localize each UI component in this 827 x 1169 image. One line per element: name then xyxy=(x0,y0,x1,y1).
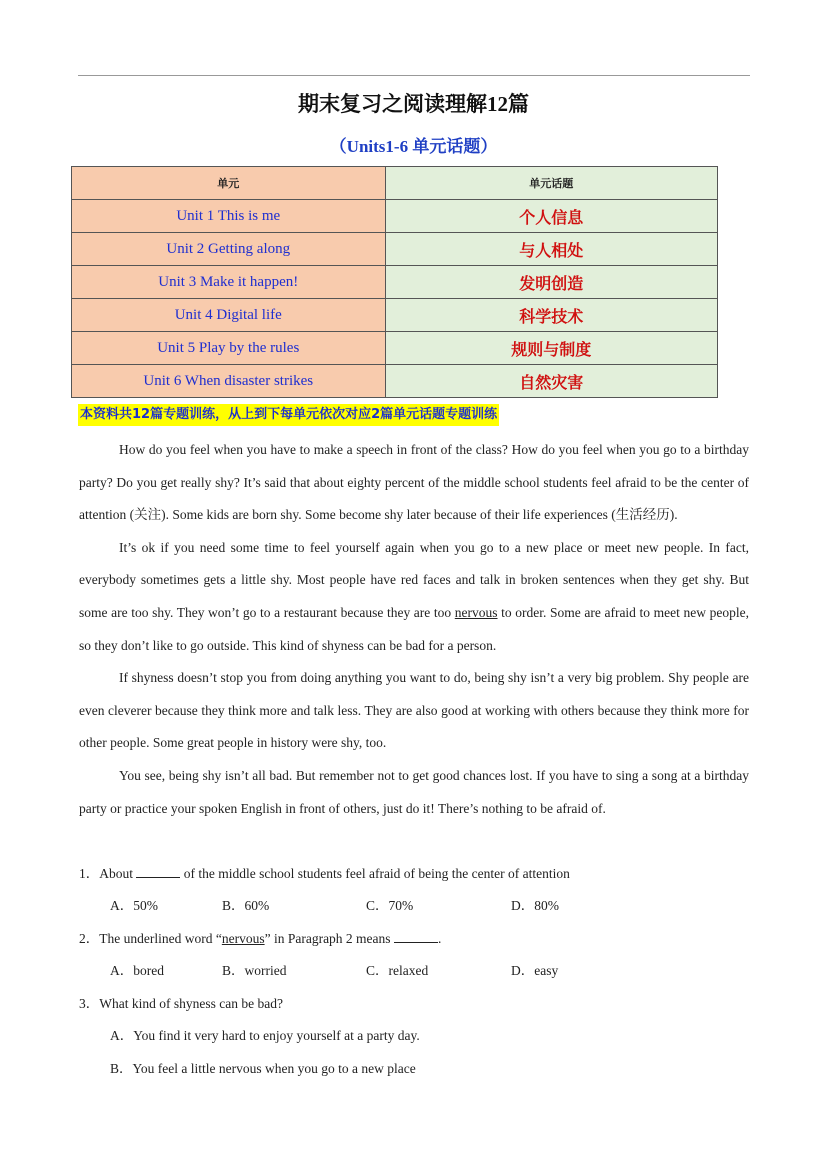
table-row xyxy=(72,299,718,332)
option-b: B．60% xyxy=(222,898,270,913)
page-subtitle: （Units1-6 单元话题） xyxy=(329,137,498,156)
question-2-text-c: . xyxy=(437,931,442,946)
paragraph-1: How do you feel when you have to make a speech in front of the class? How do you feel when you go to a birthday party? Do you get really shy? It’s said that about eighty percent of the middle school students feel afraid to be the center of attention (关注). Some kids are born shy. Some become shy later because of their life experiences (生活经历). xyxy=(79,442,749,523)
option-c: C．70% xyxy=(366,898,414,913)
question-2 xyxy=(79,927,441,947)
unit-cell: Unit 5 Play by the rules xyxy=(72,332,386,365)
topic-cell: 与人相处 xyxy=(385,233,717,266)
paragraph-3: If shyness doesn’t stop you from doing anything you want to do, being shy isn’t a very big problem. Shy people are even cleverer because they think more and talk less. They are also good at working with others because they think more for other people. Some great people in history were shy, too. xyxy=(79,670,749,751)
unit-cell: Unit 1 This is me xyxy=(72,200,386,233)
option-a: A．bored xyxy=(110,963,164,978)
unit-cell: Unit 2 Getting along xyxy=(72,233,386,266)
question-1-text-b: of the middle school students feel afraid of being the center of attention xyxy=(180,866,570,881)
question-1-options xyxy=(110,894,559,914)
topic-cell: 规则与制度 xyxy=(385,332,717,365)
topic-cell: 自然灾害 xyxy=(385,365,717,398)
table-row xyxy=(72,233,718,266)
question-2-text-a: 2．The underlined word “ xyxy=(79,931,222,946)
unit-cell: Unit 6 When disaster strikes xyxy=(72,365,386,398)
topic-cell: 个人信息 xyxy=(385,200,717,233)
underlined-word: nervous xyxy=(454,604,498,620)
question-3: 3．What kind of shyness can be bad? xyxy=(79,996,283,1011)
question-3-option-a: A．You find it very hard to enjoy yourself at a party day. xyxy=(110,1028,420,1043)
paragraph-4: You see, being shy isn’t all bad. But remember not to get good chances lost. If you have to sing a song at a birthday party or practice your spoken English in front of others, just do it! There’s nothing to be afraid of. xyxy=(79,767,749,816)
answer-blank xyxy=(394,930,438,943)
option-d: D．80% xyxy=(511,898,559,913)
table-header-row xyxy=(72,167,718,200)
answer-blank xyxy=(136,865,180,878)
col-topic-header: 单元话题 xyxy=(385,167,717,200)
unit-cell: Unit 4 Digital life xyxy=(72,299,386,332)
topic-cell: 科学技术 xyxy=(385,299,717,332)
col-unit-header: 单元 xyxy=(72,167,386,200)
reading-passage xyxy=(79,434,749,825)
question-2-text-b: ” in Paragraph 2 means xyxy=(264,931,394,946)
question-2-underlined-word: nervous xyxy=(221,931,265,946)
table-row xyxy=(72,266,718,299)
table-row xyxy=(72,365,718,398)
option-d: D．easy xyxy=(511,963,559,978)
paragraph-2 xyxy=(79,532,749,662)
option-a: A．50% xyxy=(110,898,158,913)
table-row xyxy=(72,200,718,233)
paragraph-2-text-a: It’s ok if you need some time to feel yourself again when you go to a new place or meet new people. In fact, everybody sometimes gets a little shy. Most people have red faces and talk in broken sentences when they get shy. But some are too shy. They won’t go to a restaurant because they are too xyxy=(79,539,749,620)
units-table xyxy=(71,166,718,398)
topic-cell: 发明创造 xyxy=(385,266,717,299)
question-1 xyxy=(79,862,570,882)
option-b: B．worried xyxy=(222,963,287,978)
question-2-options xyxy=(110,959,558,979)
paragraph-2-text-b: to order. Some are afraid to meet new people, so they don’t like to go outside. This kind of shyness can be bad for a person. xyxy=(79,604,749,653)
header-rule xyxy=(78,75,750,76)
option-c: C．relaxed xyxy=(366,963,429,978)
unit-cell: Unit 3 Make it happen! xyxy=(72,266,386,299)
page-title: 期末复习之阅读理解12篇 xyxy=(298,92,529,116)
highlight-note: 本资料共12篇专题训练，从上到下每单元依次对应2篇单元话题专题训练 xyxy=(78,404,499,426)
question-3-option-b: B．You feel a little nervous when you go to a new place xyxy=(110,1061,416,1076)
table-row xyxy=(72,332,718,365)
question-1-text-a: 1．About xyxy=(79,866,137,881)
